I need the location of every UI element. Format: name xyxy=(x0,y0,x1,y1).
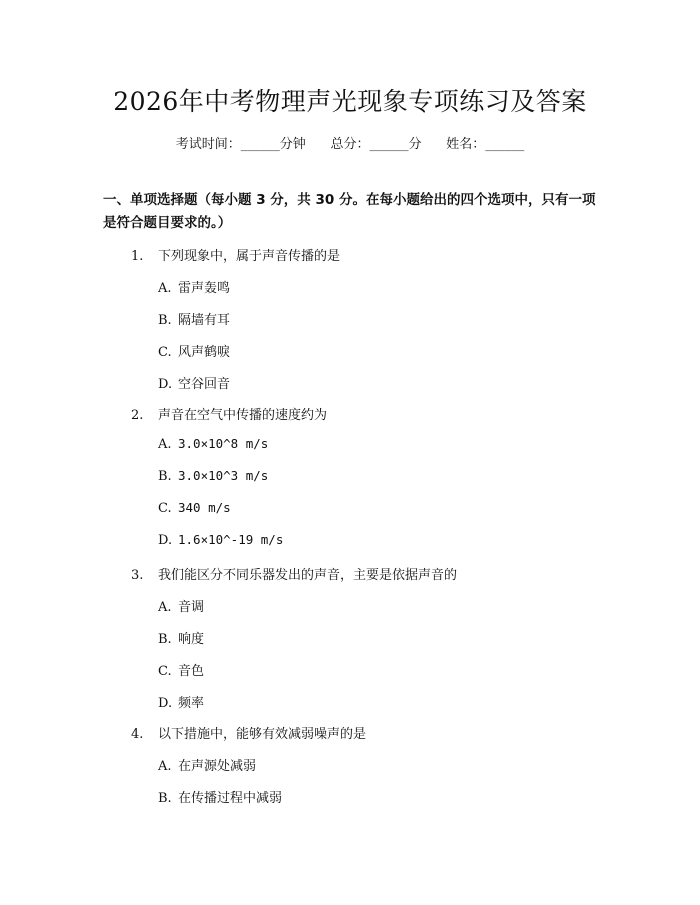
option-2b xyxy=(158,468,268,484)
document-title: 2026年中考物理声光现象专项练习及答案 xyxy=(113,87,587,116)
option-text: 响度 xyxy=(178,632,205,647)
option-text: 风声鹤唳 xyxy=(178,345,231,360)
option-letter: A. xyxy=(158,600,172,615)
question-2 xyxy=(131,404,327,423)
option-letter: B. xyxy=(158,791,172,806)
option-text: 在声源处减弱 xyxy=(178,759,257,774)
option-2a xyxy=(158,436,268,452)
option-letter: A. xyxy=(158,281,172,296)
option-letter: C. xyxy=(158,664,172,679)
option-text: 雷声轰鸣 xyxy=(178,281,231,296)
option-text: 3.0×10^8 m/s xyxy=(178,436,269,451)
option-3c xyxy=(158,660,204,679)
option-text: 1.6×10^-19 m/s xyxy=(178,532,284,547)
question-1 xyxy=(131,245,340,264)
option-4a xyxy=(158,755,256,774)
option-text: 在传播过程中减弱 xyxy=(178,791,283,806)
option-4b xyxy=(158,787,282,806)
option-letter: B. xyxy=(158,469,172,484)
option-letter: C. xyxy=(158,345,172,360)
option-3d xyxy=(158,692,204,711)
question-number: 4. xyxy=(131,727,144,742)
question-4 xyxy=(131,723,366,742)
option-text: 340 m/s xyxy=(178,500,231,515)
option-letter: A. xyxy=(158,437,172,452)
option-text: 隔墙有耳 xyxy=(178,313,231,328)
question-3 xyxy=(131,564,457,583)
option-2c xyxy=(158,500,231,516)
option-letter: D. xyxy=(158,696,173,711)
option-3b xyxy=(158,628,204,647)
option-text: 3.0×10^3 m/s xyxy=(178,468,269,483)
option-1a xyxy=(158,277,230,296)
exam-meta-line: 考试时间：______分钟 总分：______分 姓名：______ xyxy=(175,137,525,152)
option-letter: C. xyxy=(158,501,172,516)
option-1d xyxy=(158,373,230,392)
question-text: 下列现象中，属于声音传播的是 xyxy=(158,249,341,264)
option-letter: D. xyxy=(158,377,173,392)
question-text: 我们能区分不同乐器发出的声音，主要是依据声音的 xyxy=(158,568,458,583)
option-letter: B. xyxy=(158,313,172,328)
section-heading: 一、单项选择题（每小题 3 分，共 30 分。在每小题给出的四个选项中，只有一项是符合题目要求的。） xyxy=(103,192,596,231)
option-letter: B. xyxy=(158,632,172,647)
option-letter: D. xyxy=(158,533,173,548)
option-letter: A. xyxy=(158,759,172,774)
option-2d xyxy=(158,532,283,548)
question-number: 1. xyxy=(131,249,144,264)
option-1c xyxy=(158,341,230,360)
question-number: 2. xyxy=(131,408,144,423)
question-number: 3. xyxy=(131,568,144,583)
question-text: 以下措施中，能够有效减弱噪声的是 xyxy=(158,727,367,742)
option-text: 频率 xyxy=(178,696,205,711)
option-text: 空谷回音 xyxy=(178,377,231,392)
option-text: 音色 xyxy=(178,664,205,679)
option-1b xyxy=(158,309,230,328)
option-3a xyxy=(158,596,204,615)
option-text: 音调 xyxy=(178,600,205,615)
question-text: 声音在空气中传播的速度约为 xyxy=(158,408,328,423)
